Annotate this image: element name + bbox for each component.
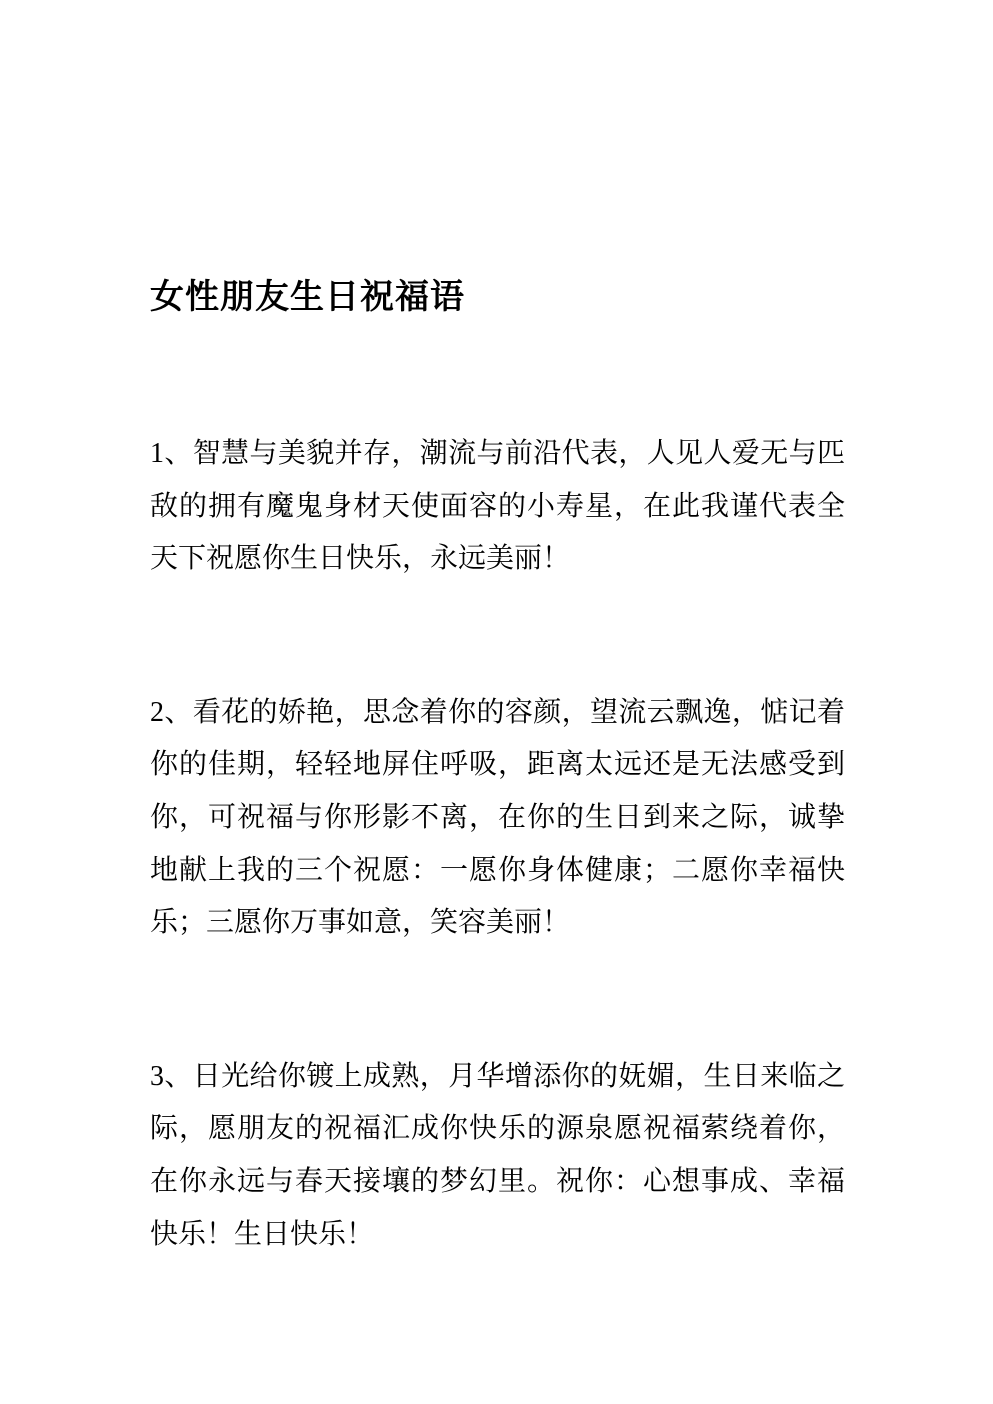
paragraph-1: 1、智慧与美貌并存，潮流与前沿代表，人见人爱无与匹敌的拥有魔鬼身材天使面容的小寿星，在此我谨代表全天下祝愿你生日快乐，永远美丽！ bbox=[150, 438, 845, 575]
page-title: 女性朋友生日祝福语 bbox=[150, 279, 465, 316]
paragraph-3: 3、日光给你镀上成熟，月华增添你的妩媚，生日来临之际，愿朋友的祝福汇成你快乐的源泉愿祝福萦绕着你，在你永远与春天接壤的梦幻里。祝你：心想事成、幸福快乐！生日快乐！ bbox=[150, 1060, 845, 1250]
paragraph-2: 2、看花的娇艳，思念着你的容颜，望流云飘逸，惦记着你的佳期，轻轻地屏住呼吸，距离太远还是无法感受到你，可祝福与你形影不离，在你的生日到来之际，诚挚地献上我的三个祝愿：一愿你身体健康；二愿你幸福快乐；三愿你万事如意，笑容美丽！ bbox=[150, 696, 845, 939]
